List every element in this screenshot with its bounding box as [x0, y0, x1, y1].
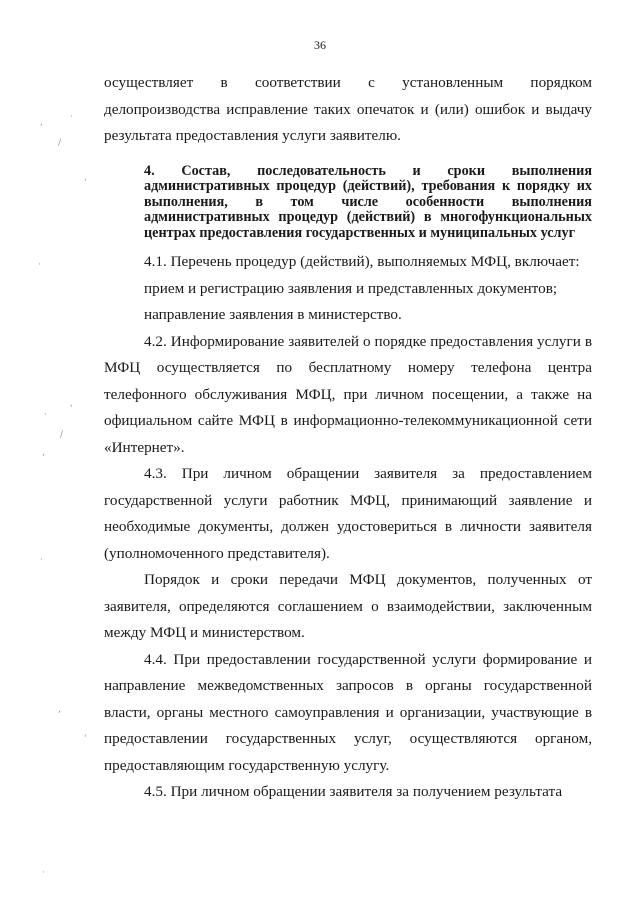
scan-speck: , — [42, 448, 45, 458]
scan-speck: · — [40, 555, 43, 565]
scan-speck: · — [42, 868, 45, 878]
document-body — [104, 70, 592, 806]
page-number: 36 — [314, 38, 326, 52]
paragraph-order: Порядок и сроки передачи МФЦ документов, полученных от заявителя, определяются соглашением о взаимодействии, заключенным между МФЦ и министерством. — [104, 571, 592, 641]
scan-speck: ' — [84, 734, 87, 744]
scan-speck: ' — [84, 178, 87, 188]
section-heading: 4. Состав, последовательность и сроки выполнения административных процедур (действий), требования к порядку их выполнения, в том числе особенности выполнения административных процедур (действий) в многофункциональных центрах предоставления государственных и муниципальных услуг — [144, 162, 592, 241]
paragraph-4-3: 4.3. При личном обращении заявителя за предоставлением государственной услуги работник МФЦ, принимающий заявление и необходимые документы, должен удостовериться в личности заявителя (уполномоченного представителя). — [104, 465, 592, 562]
scan-speck: , — [40, 118, 43, 128]
scan-speck: , — [58, 705, 61, 715]
paragraph-4-1: 4.1. Перечень процедур (действий), выполняемых МФЦ, включает: — [144, 253, 580, 270]
scan-speck: / — [60, 430, 64, 440]
paragraph-4-4: 4.4. При предоставлении государственной услуги формирование и направление межведомственных запросов в органы государственной власти, органы местного самоуправления и организации, участвующие в предоставлении государственных услуг, осуществляются органом, предоставляющим государственную услугу. — [104, 650, 592, 774]
paragraph-4-5: 4.5. При личном обращении заявителя за получением результата — [144, 783, 563, 800]
paragraph-list-item-2: направление заявления в министерство. — [144, 306, 402, 323]
scan-speck: ' — [70, 404, 73, 414]
paragraph-list-item-1: прием и регистрацию заявления и представленных документов; — [144, 279, 558, 297]
paragraph-continuation: осуществляет в соответствии с установленным порядком делопроизводства исправление таких опечаток и (или) ошибок и выдачу результата предоставления услуги заявителю. — [104, 74, 592, 144]
scan-speck: · — [38, 260, 41, 270]
scan-speck: / — [58, 138, 62, 148]
scan-speck: · — [44, 410, 47, 420]
paragraph-4-2: 4.2. Информирование заявителей о порядке предоставления услуги в МФЦ осуществляется по бесплатному номеру телефона центра телефонного обслуживания МФЦ, при личном посещении, а также на официальном сайте МФЦ в информационно-телекоммуникационной сети «Интернет». — [104, 332, 592, 456]
scan-speck: · — [70, 112, 73, 122]
